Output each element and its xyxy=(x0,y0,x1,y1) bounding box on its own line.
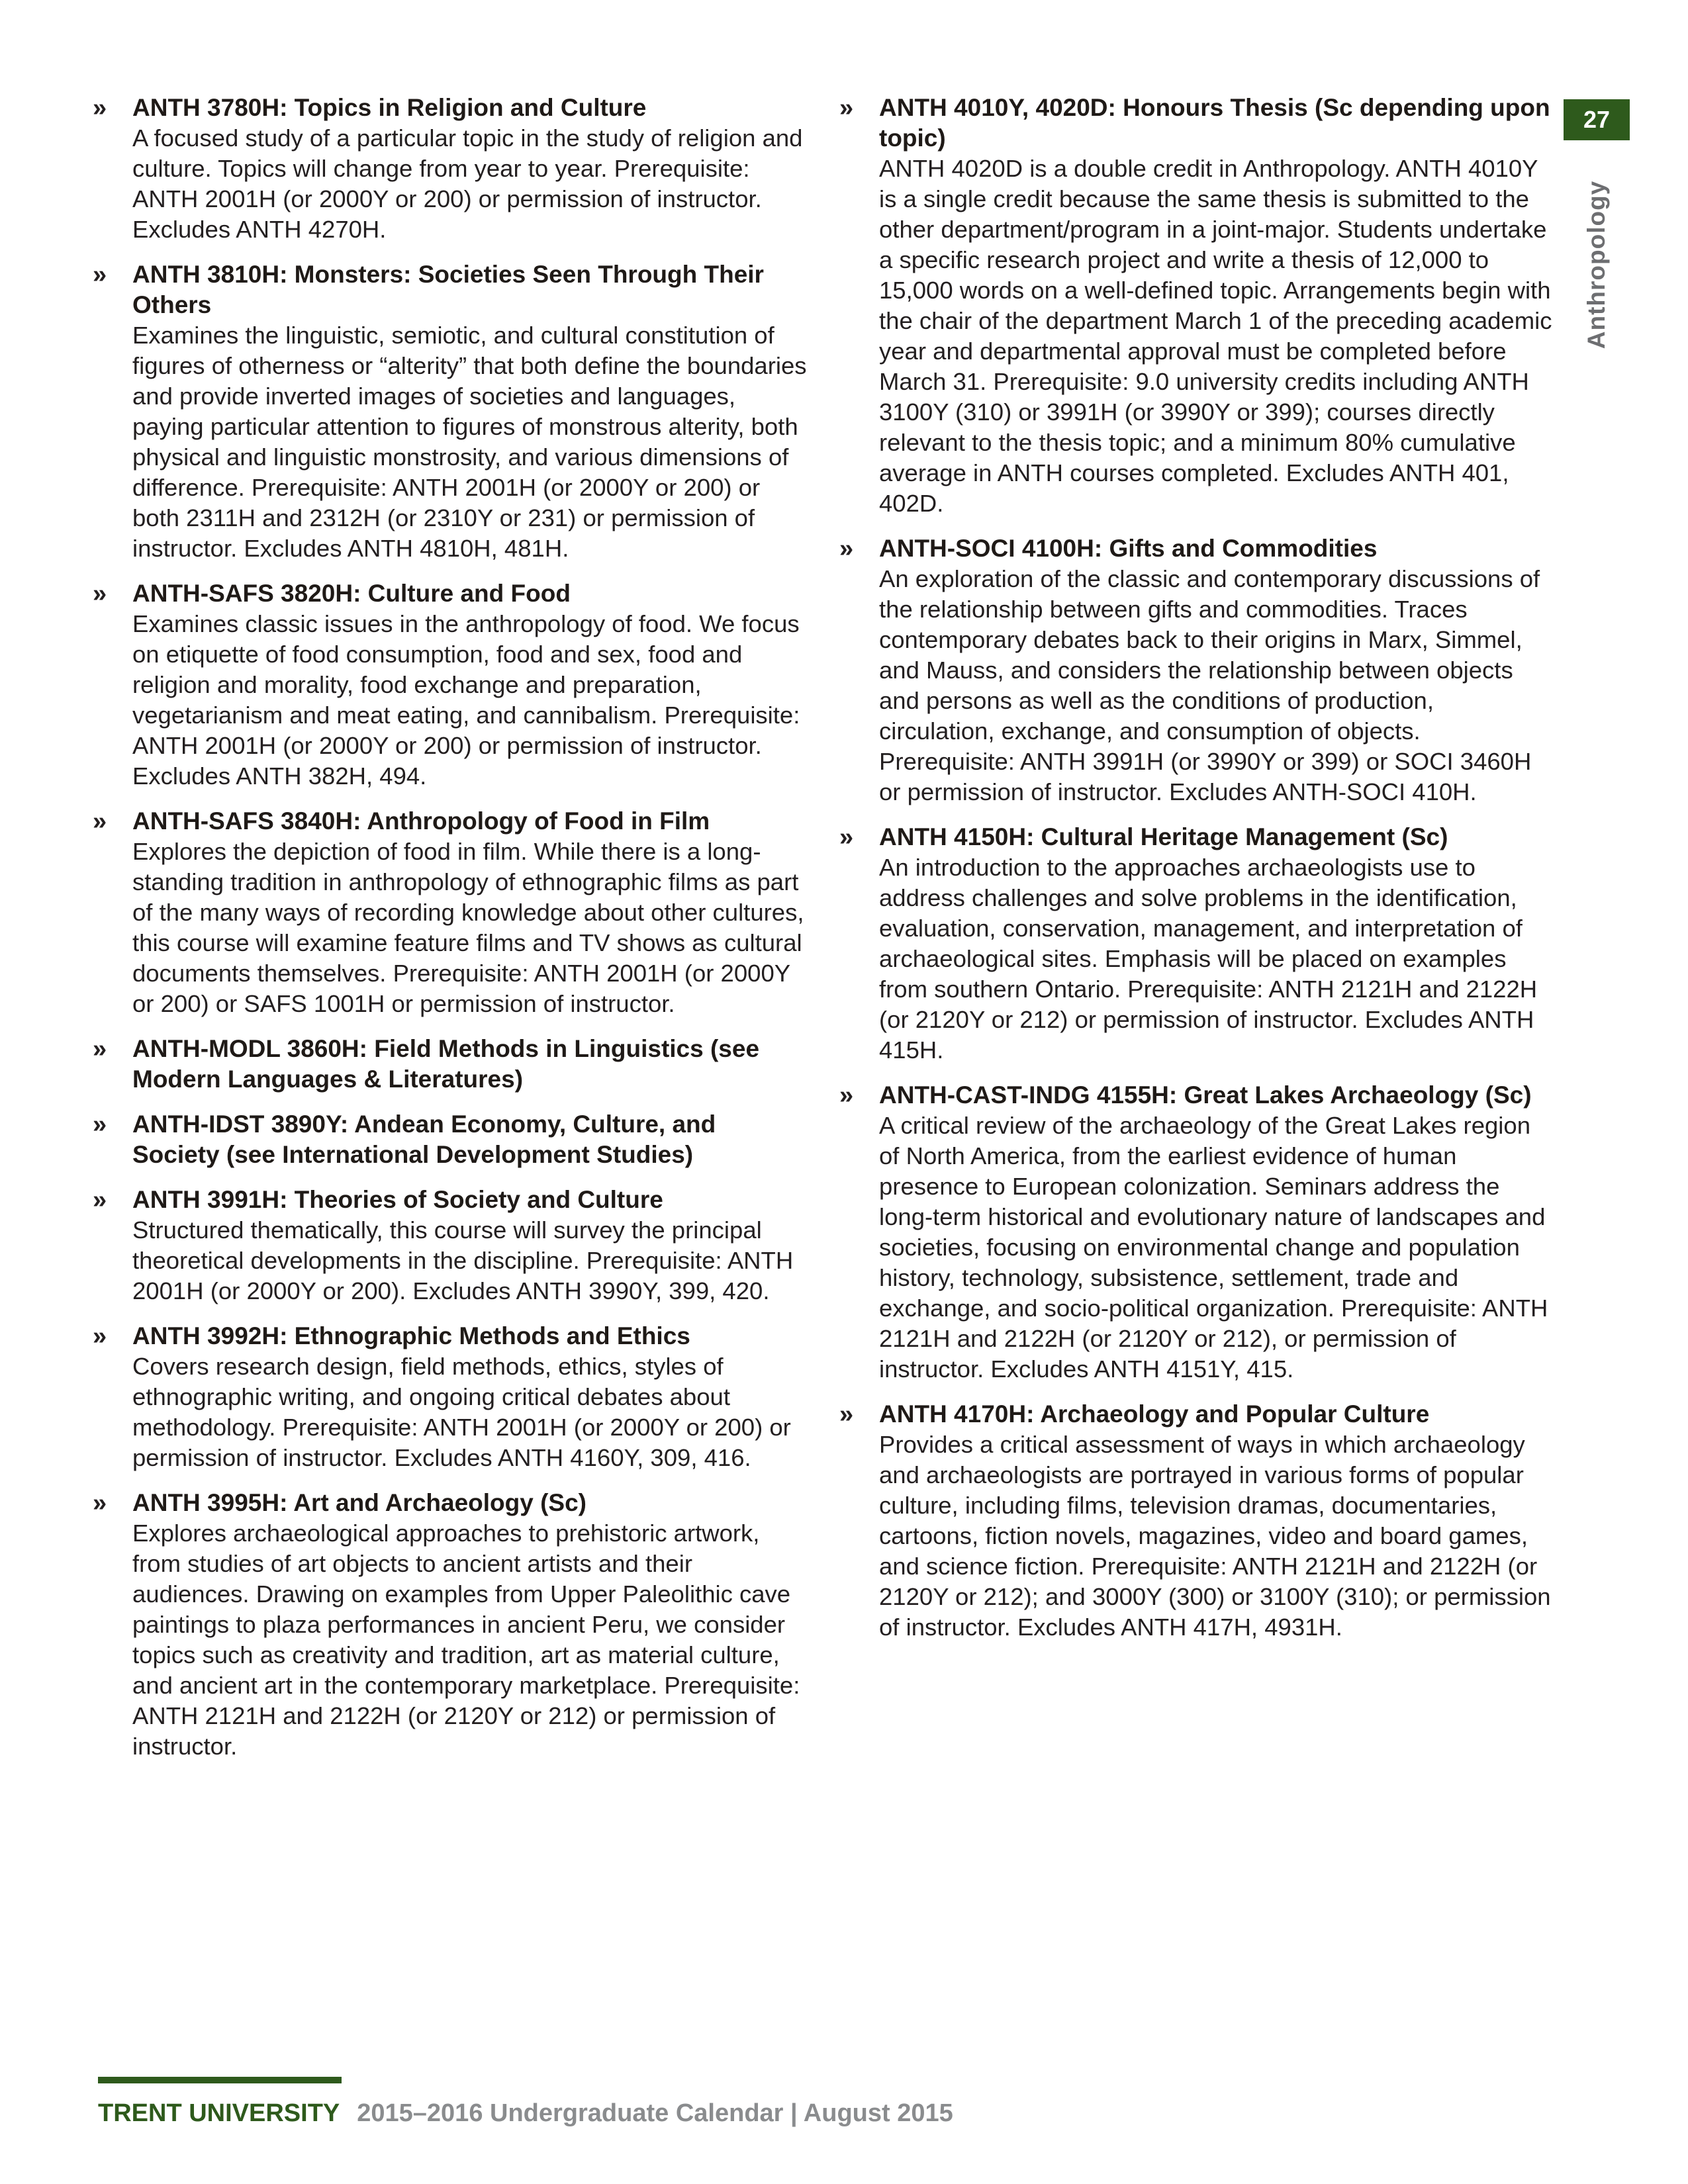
course-entry xyxy=(839,1080,1554,1385)
bullet-icon: » xyxy=(93,807,107,835)
course-entry xyxy=(93,1109,808,1170)
course-title: ANTH-IDST 3890Y: Andean Economy, Culture, and Society (see International Development Studies) xyxy=(132,1111,716,1168)
course-description: Explores the depiction of food in film. While there is a long-standing tradition in anthropology of ethnographic films as part of the many ways of recording knowledge about other cultures, this course will examine feature films and TV shows as cultural documents themselves. Prerequisite: ANTH 2001H (or 2000Y or 200) or SAFS 1001H or permission of instructor. xyxy=(132,838,804,1017)
bullet-icon: » xyxy=(93,1111,107,1138)
course-entry xyxy=(93,806,808,1019)
course-description: An introduction to the approaches archaeologists use to address challenges and solve problems in the identification, evaluation, conservation, management, and interpretation of archaeological sites. Emphasis will be placed on examples from southern Ontario. Prerequisite: ANTH 2121H and 2122H (or 2120Y or 212) or permission of instructor. Excludes ANTH 415H. xyxy=(879,854,1538,1064)
course-description: A critical review of the archaeology of the Great Lakes region of North America, from the earliest evidence of human presence to European colonization. Seminars address the long-term historical and evolutionary nature of landscapes and societies, focusing on environmental change and population history, technology, subsistence, settlement, trade and exchange, and socio-political organization. Prerequisite: ANTH 2121H and 2122H (or 2120Y or 212), or permission of instructor. Excludes ANTH 4151Y, 415. xyxy=(879,1112,1548,1383)
course-entry xyxy=(839,533,1554,807)
course-description: Examines classic issues in the anthropology of food. We focus on etiquette of food consumption, food and sex, food and religion and morality, food exchange and preparation, vegetarianism and meat eating, and cannibalism. Prerequisite: ANTH 2001H (or 2000Y or 200) or permission of instructor. Excludes ANTH 382H, 494. xyxy=(132,610,800,790)
bullet-icon: » xyxy=(839,823,854,851)
page-number-badge: 27 xyxy=(1564,99,1630,140)
bullet-icon: » xyxy=(839,94,854,122)
course-title: ANTH 3810H: Monsters: Societies Seen Through Their Others xyxy=(132,261,764,318)
course-description: Structured thematically, this course will survey the principal theoretical developments in the discipline. Prerequisite: ANTH 2001H (or 2000Y or 200). Excludes ANTH 3990Y, 399, 420. xyxy=(132,1216,794,1304)
bullet-icon: » xyxy=(839,1400,854,1428)
course-entry xyxy=(93,93,808,245)
course-title: ANTH-MODL 3860H: Field Methods in Linguistics (see Modern Languages & Literatures) xyxy=(132,1035,760,1093)
course-entry xyxy=(839,93,1554,519)
course-entry xyxy=(93,578,808,792)
bullet-icon: » xyxy=(93,1322,107,1350)
course-title: ANTH 3992H: Ethnographic Methods and Ethics xyxy=(132,1322,690,1349)
course-entry xyxy=(93,1185,808,1306)
course-entry xyxy=(93,1321,808,1473)
course-title: ANTH 4150H: Cultural Heritage Management (Sc) xyxy=(879,823,1448,850)
course-title: ANTH 4170H: Archaeology and Popular Culture xyxy=(879,1400,1430,1428)
bullet-icon: » xyxy=(93,94,107,122)
right-column xyxy=(839,93,1554,1657)
course-entry xyxy=(93,259,808,564)
course-description: An exploration of the classic and contemporary discussions of the relationship between gifts and commodities. Traces contemporary debates back to their origins in Marx, Simmel, and Mauss, and considers the relationship between objects and persons as well as the conditions of production, circulation, exchange, and consumption of objects. Prerequisite: ANTH 3991H (or 3990Y or 399) or SOCI 3460H or permission of instructor. Excludes ANTH-SOCI 410H. xyxy=(879,565,1540,805)
bullet-icon: » xyxy=(93,1489,107,1517)
course-title: ANTH 3991H: Theories of Society and Culture xyxy=(132,1186,663,1213)
course-title: ANTH 4010Y, 4020D: Honours Thesis (Sc depending upon topic) xyxy=(879,94,1550,152)
course-description: Covers research design, field methods, ethics, styles of ethnographic writing, and ongoing critical debates about methodology. Prerequisite: ANTH 2001H (or 2000Y or 200) or permission of instructor. Excludes ANTH 4160Y, 309, 416. xyxy=(132,1353,791,1471)
course-title: ANTH-SAFS 3840H: Anthropology of Food in Film xyxy=(132,807,710,835)
footer xyxy=(98,2097,953,2130)
course-description: A focused study of a particular topic in the study of religion and culture. Topics will change from year to year. Prerequisite: ANTH 2001H (or 2000Y or 200) or permission of instructor. Excludes ANTH 4270H. xyxy=(132,124,803,243)
bullet-icon: » xyxy=(839,535,854,563)
course-title: ANTH-SAFS 3820H: Culture and Food xyxy=(132,580,571,607)
course-entry xyxy=(839,822,1554,1066)
bullet-icon: » xyxy=(93,1186,107,1214)
bullet-icon: » xyxy=(93,580,107,608)
footer-university: TRENT UNIVERSITY xyxy=(98,2099,340,2127)
course-entry xyxy=(93,1488,808,1762)
course-description: Explores archaeological approaches to prehistoric artwork, from studies of art objects to ancient artists and their audiences. Drawing on examples from Upper Paleolithic cave paintings to plaza performances in ancient Peru, we consider topics such as creativity and tradition, art as material culture, and ancient art in the contemporary marketplace. Prerequisite: ANTH 2121H and 2122H (or 2120Y or 212) or permission of instructor. xyxy=(132,1520,800,1760)
bullet-icon: » xyxy=(93,1035,107,1063)
course-description: ANTH 4020D is a double credit in Anthropology. ANTH 4010Y is a single credit because the same thesis is submitted to the other department/program in a joint-major. Students undertake a specific research project and write a thesis of 12,000 to 15,000 words on a well-defined topic. Arrangements begin with the chair of the department March 1 of the preceding academic year and departmental approval must be completed before March 31. Prerequisite: 9.0 university credits including ANTH 3100Y (310) or 3991H (or 3990Y or 399); courses directly relevant to the thesis topic; and a minimum 80% cumulative average in ANTH courses completed. Excludes ANTH 401, 402D. xyxy=(879,155,1552,517)
course-entry xyxy=(839,1399,1554,1643)
left-column xyxy=(93,93,808,1776)
section-tab xyxy=(1568,169,1625,361)
bullet-icon: » xyxy=(839,1081,854,1109)
footer-rule xyxy=(98,2077,342,2083)
footer-calendar: 2015–2016 Undergraduate Calendar | August 2015 xyxy=(357,2099,953,2127)
bullet-icon: » xyxy=(93,261,107,289)
section-tab-label: Anthropology xyxy=(1583,180,1610,349)
course-title: ANTH-CAST-INDG 4155H: Great Lakes Archaeology (Sc) xyxy=(879,1081,1532,1109)
course-description: Provides a critical assessment of ways in which archaeology and archaeologists are portrayed in various forms of popular culture, including films, television dramas, documentaries, cartoons, fiction novels, magazines, video and board games, and science fiction. Prerequisite: ANTH 2121H and 2122H (or 2120Y or 212); and 3000Y (300) or 3100Y (310); or permission of instructor. Excludes ANTH 417H, 4931H. xyxy=(879,1431,1551,1641)
course-title: ANTH 3780H: Topics in Religion and Culture xyxy=(132,94,647,121)
course-description: Examines the linguistic, semiotic, and cultural constitution of figures of otherness or “alterity” that both define the boundaries and provide inverted images of societies and languages, paying particular attention to figures of monstrous alterity, both physical and linguistic monstrosity, and various dimensions of difference. Prerequisite: ANTH 2001H (or 2000Y or 200) or both 2311H and 2312H (or 2310Y or 231) or permission of instructor. Excludes ANTH 4810H, 481H. xyxy=(132,322,807,562)
course-entry xyxy=(93,1034,808,1095)
course-title: ANTH-SOCI 4100H: Gifts and Commodities xyxy=(879,535,1378,562)
course-title: ANTH 3995H: Art and Archaeology (Sc) xyxy=(132,1489,586,1516)
